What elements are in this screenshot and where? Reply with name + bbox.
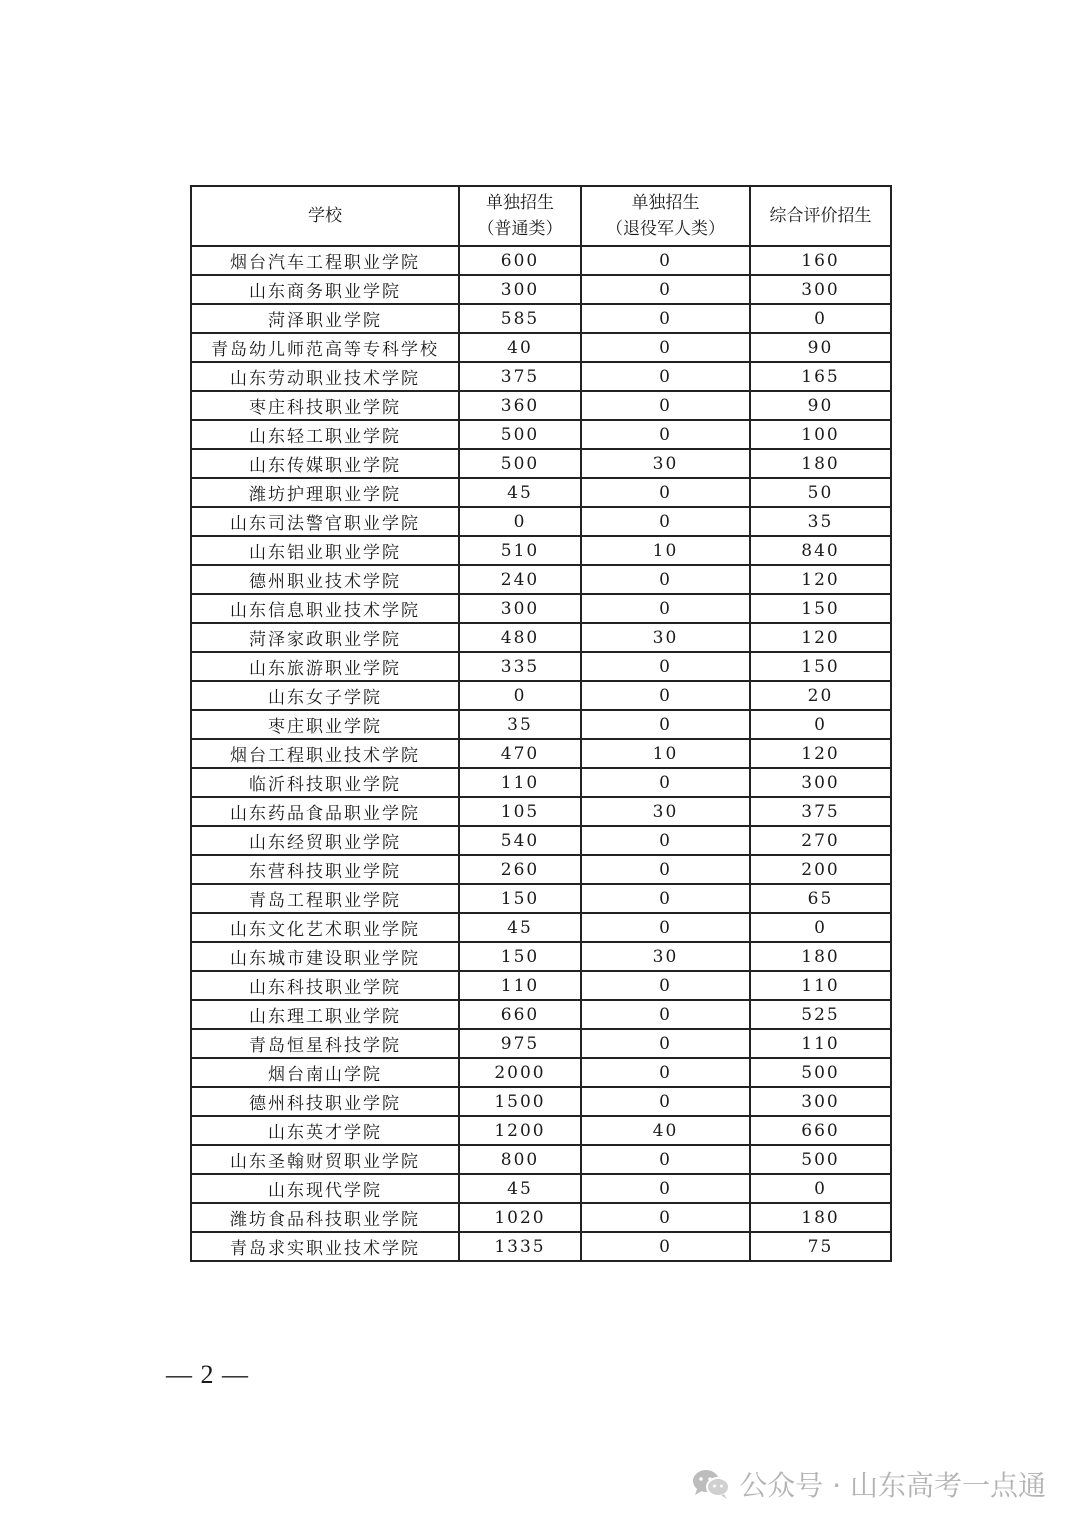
cell-comprehensive: 0 — [750, 304, 891, 333]
table-row — [191, 942, 891, 971]
cell-comprehensive: 20 — [750, 681, 891, 710]
cell-single-general: 510 — [459, 536, 581, 565]
table-row — [191, 652, 891, 681]
cell-single-veteran: 10 — [581, 536, 750, 565]
cell-school: 山东信息职业技术学院 — [191, 594, 459, 623]
cell-school: 烟台工程职业技术学院 — [191, 739, 459, 768]
cell-comprehensive: 840 — [750, 536, 891, 565]
watermark — [691, 1464, 1046, 1504]
table-row — [191, 565, 891, 594]
cell-school: 山东旅游职业学院 — [191, 652, 459, 681]
table-row — [191, 420, 891, 449]
table-row — [191, 768, 891, 797]
table-row — [191, 594, 891, 623]
cell-single-veteran: 0 — [581, 304, 750, 333]
cell-comprehensive: 180 — [750, 1203, 891, 1232]
cell-single-general: 1500 — [459, 1087, 581, 1116]
cell-comprehensive: 200 — [750, 855, 891, 884]
cell-single-general: 300 — [459, 275, 581, 304]
cell-school: 枣庄职业学院 — [191, 710, 459, 739]
cell-school: 潍坊护理职业学院 — [191, 478, 459, 507]
table-row — [191, 304, 891, 333]
cell-single-veteran: 0 — [581, 275, 750, 304]
table-row — [191, 391, 891, 420]
cell-school: 山东文化艺术职业学院 — [191, 913, 459, 942]
table-body — [191, 246, 891, 1261]
cell-single-veteran: 30 — [581, 942, 750, 971]
table-row — [191, 797, 891, 826]
cell-single-veteran: 0 — [581, 768, 750, 797]
cell-single-general: 500 — [459, 420, 581, 449]
cell-single-veteran: 0 — [581, 681, 750, 710]
table-row — [191, 826, 891, 855]
cell-comprehensive: 525 — [750, 1000, 891, 1029]
cell-single-general: 470 — [459, 739, 581, 768]
header-school: 学校 — [191, 186, 459, 246]
cell-school: 青岛求实职业技术学院 — [191, 1232, 459, 1261]
cell-single-general: 1020 — [459, 1203, 581, 1232]
cell-school: 德州职业技术学院 — [191, 565, 459, 594]
cell-single-veteran: 40 — [581, 1116, 750, 1145]
header-single-general: 单独招生 （普通类） — [459, 186, 581, 246]
page-number: — 2 — — [166, 1360, 249, 1389]
table-row — [191, 971, 891, 1000]
cell-single-general: 150 — [459, 884, 581, 913]
cell-school: 菏泽家政职业学院 — [191, 623, 459, 652]
cell-school: 烟台南山学院 — [191, 1058, 459, 1087]
cell-single-veteran: 0 — [581, 913, 750, 942]
cell-comprehensive: 120 — [750, 565, 891, 594]
table-row — [191, 1116, 891, 1145]
cell-single-veteran: 30 — [581, 623, 750, 652]
cell-comprehensive: 50 — [750, 478, 891, 507]
cell-single-veteran: 0 — [581, 420, 750, 449]
wechat-icon — [691, 1468, 731, 1500]
cell-comprehensive: 100 — [750, 420, 891, 449]
cell-single-general: 335 — [459, 652, 581, 681]
cell-school: 山东英才学院 — [191, 1116, 459, 1145]
cell-single-veteran: 0 — [581, 971, 750, 1000]
cell-single-general: 260 — [459, 855, 581, 884]
cell-single-general: 45 — [459, 913, 581, 942]
table-row — [191, 681, 891, 710]
cell-single-general: 1200 — [459, 1116, 581, 1145]
cell-school: 枣庄科技职业学院 — [191, 391, 459, 420]
cell-comprehensive: 110 — [750, 1029, 891, 1058]
cell-single-veteran: 0 — [581, 1000, 750, 1029]
table-row — [191, 1029, 891, 1058]
cell-single-general: 45 — [459, 1174, 581, 1203]
cell-comprehensive: 660 — [750, 1116, 891, 1145]
cell-school: 山东司法警官职业学院 — [191, 507, 459, 536]
cell-single-veteran: 30 — [581, 797, 750, 826]
cell-comprehensive: 300 — [750, 275, 891, 304]
cell-school: 青岛恒星科技学院 — [191, 1029, 459, 1058]
table-row — [191, 1087, 891, 1116]
cell-single-veteran: 0 — [581, 652, 750, 681]
cell-single-veteran: 0 — [581, 884, 750, 913]
cell-single-veteran: 0 — [581, 826, 750, 855]
header-row — [191, 186, 891, 246]
cell-single-general: 500 — [459, 449, 581, 478]
cell-school: 山东劳动职业技术学院 — [191, 362, 459, 391]
cell-single-veteran: 0 — [581, 1232, 750, 1261]
cell-school: 青岛工程职业学院 — [191, 884, 459, 913]
cell-school: 山东理工职业学院 — [191, 1000, 459, 1029]
header-single-veteran: 单独招生 （退役军人类） — [581, 186, 750, 246]
cell-comprehensive: 160 — [750, 246, 891, 275]
cell-single-veteran: 0 — [581, 710, 750, 739]
cell-comprehensive: 65 — [750, 884, 891, 913]
cell-single-veteran: 0 — [581, 565, 750, 594]
cell-comprehensive: 120 — [750, 739, 891, 768]
cell-school: 青岛幼儿师范高等专科学校 — [191, 333, 459, 362]
cell-single-general: 45 — [459, 478, 581, 507]
cell-single-general: 360 — [459, 391, 581, 420]
cell-school: 临沂科技职业学院 — [191, 768, 459, 797]
cell-single-general: 585 — [459, 304, 581, 333]
cell-single-general: 0 — [459, 507, 581, 536]
cell-school: 山东圣翰财贸职业学院 — [191, 1145, 459, 1174]
cell-comprehensive: 75 — [750, 1232, 891, 1261]
cell-comprehensive: 0 — [750, 710, 891, 739]
cell-single-general: 480 — [459, 623, 581, 652]
cell-single-general: 110 — [459, 971, 581, 1000]
cell-single-veteran: 0 — [581, 507, 750, 536]
cell-school: 潍坊食品科技职业学院 — [191, 1203, 459, 1232]
table-row — [191, 1000, 891, 1029]
cell-comprehensive: 90 — [750, 391, 891, 420]
cell-comprehensive: 180 — [750, 942, 891, 971]
cell-school: 菏泽职业学院 — [191, 304, 459, 333]
cell-single-veteran: 0 — [581, 1174, 750, 1203]
cell-school: 烟台汽车工程职业学院 — [191, 246, 459, 275]
cell-comprehensive: 180 — [750, 449, 891, 478]
cell-single-veteran: 30 — [581, 449, 750, 478]
cell-single-general: 540 — [459, 826, 581, 855]
watermark-text: 公众号 · 山东高考一点通 — [739, 1469, 1046, 1502]
table-row — [191, 913, 891, 942]
cell-comprehensive: 0 — [750, 1174, 891, 1203]
cell-comprehensive: 375 — [750, 797, 891, 826]
table-row — [191, 1145, 891, 1174]
cell-comprehensive: 90 — [750, 333, 891, 362]
cell-school: 德州科技职业学院 — [191, 1087, 459, 1116]
cell-comprehensive: 120 — [750, 623, 891, 652]
cell-school: 山东轻工职业学院 — [191, 420, 459, 449]
cell-single-veteran: 0 — [581, 1087, 750, 1116]
cell-school: 山东现代学院 — [191, 1174, 459, 1203]
cell-single-veteran: 10 — [581, 739, 750, 768]
cell-single-general: 600 — [459, 246, 581, 275]
table-row — [191, 855, 891, 884]
cell-comprehensive: 110 — [750, 971, 891, 1000]
cell-single-general: 35 — [459, 710, 581, 739]
cell-single-veteran: 0 — [581, 478, 750, 507]
cell-single-general: 105 — [459, 797, 581, 826]
cell-single-general: 2000 — [459, 1058, 581, 1087]
table-row — [191, 1174, 891, 1203]
table-row — [191, 1203, 891, 1232]
header-comprehensive: 综合评价招生 — [750, 186, 891, 246]
table-header — [191, 186, 891, 246]
cell-single-veteran: 0 — [581, 246, 750, 275]
cell-comprehensive: 500 — [750, 1145, 891, 1174]
cell-single-general: 240 — [459, 565, 581, 594]
cell-single-general: 800 — [459, 1145, 581, 1174]
cell-comprehensive: 150 — [750, 594, 891, 623]
table-row — [191, 1058, 891, 1087]
cell-school: 山东商务职业学院 — [191, 275, 459, 304]
cell-comprehensive: 165 — [750, 362, 891, 391]
table-row — [191, 739, 891, 768]
table-row — [191, 246, 891, 275]
table-row — [191, 362, 891, 391]
table-row — [191, 478, 891, 507]
cell-school: 东营科技职业学院 — [191, 855, 459, 884]
cell-single-veteran: 0 — [581, 1203, 750, 1232]
cell-single-general: 40 — [459, 333, 581, 362]
cell-single-veteran: 0 — [581, 855, 750, 884]
cell-school: 山东经贸职业学院 — [191, 826, 459, 855]
table-row — [191, 536, 891, 565]
cell-single-general: 375 — [459, 362, 581, 391]
cell-comprehensive: 300 — [750, 1087, 891, 1116]
cell-single-veteran: 0 — [581, 333, 750, 362]
cell-school: 山东药品食品职业学院 — [191, 797, 459, 826]
table-row — [191, 710, 891, 739]
cell-comprehensive: 35 — [750, 507, 891, 536]
table-row — [191, 884, 891, 913]
cell-single-veteran: 0 — [581, 594, 750, 623]
table-row — [191, 333, 891, 362]
cell-single-general: 975 — [459, 1029, 581, 1058]
cell-single-general: 1335 — [459, 1232, 581, 1261]
cell-single-general: 110 — [459, 768, 581, 797]
enrollment-table — [190, 185, 892, 1262]
cell-comprehensive: 150 — [750, 652, 891, 681]
cell-school: 山东传媒职业学院 — [191, 449, 459, 478]
cell-school: 山东女子学院 — [191, 681, 459, 710]
cell-comprehensive: 0 — [750, 913, 891, 942]
table-row — [191, 507, 891, 536]
cell-school: 山东科技职业学院 — [191, 971, 459, 1000]
cell-single-general: 660 — [459, 1000, 581, 1029]
cell-single-veteran: 0 — [581, 362, 750, 391]
table-row — [191, 449, 891, 478]
table-row — [191, 623, 891, 652]
cell-single-general: 0 — [459, 681, 581, 710]
cell-comprehensive: 270 — [750, 826, 891, 855]
cell-single-veteran: 0 — [581, 1145, 750, 1174]
cell-single-general: 150 — [459, 942, 581, 971]
cell-comprehensive: 500 — [750, 1058, 891, 1087]
cell-school: 山东铝业职业学院 — [191, 536, 459, 565]
cell-single-general: 300 — [459, 594, 581, 623]
cell-comprehensive: 300 — [750, 768, 891, 797]
cell-single-veteran: 0 — [581, 391, 750, 420]
cell-school: 山东城市建设职业学院 — [191, 942, 459, 971]
table-row — [191, 275, 891, 304]
cell-single-veteran: 0 — [581, 1058, 750, 1087]
cell-single-veteran: 0 — [581, 1029, 750, 1058]
table-row — [191, 1232, 891, 1261]
